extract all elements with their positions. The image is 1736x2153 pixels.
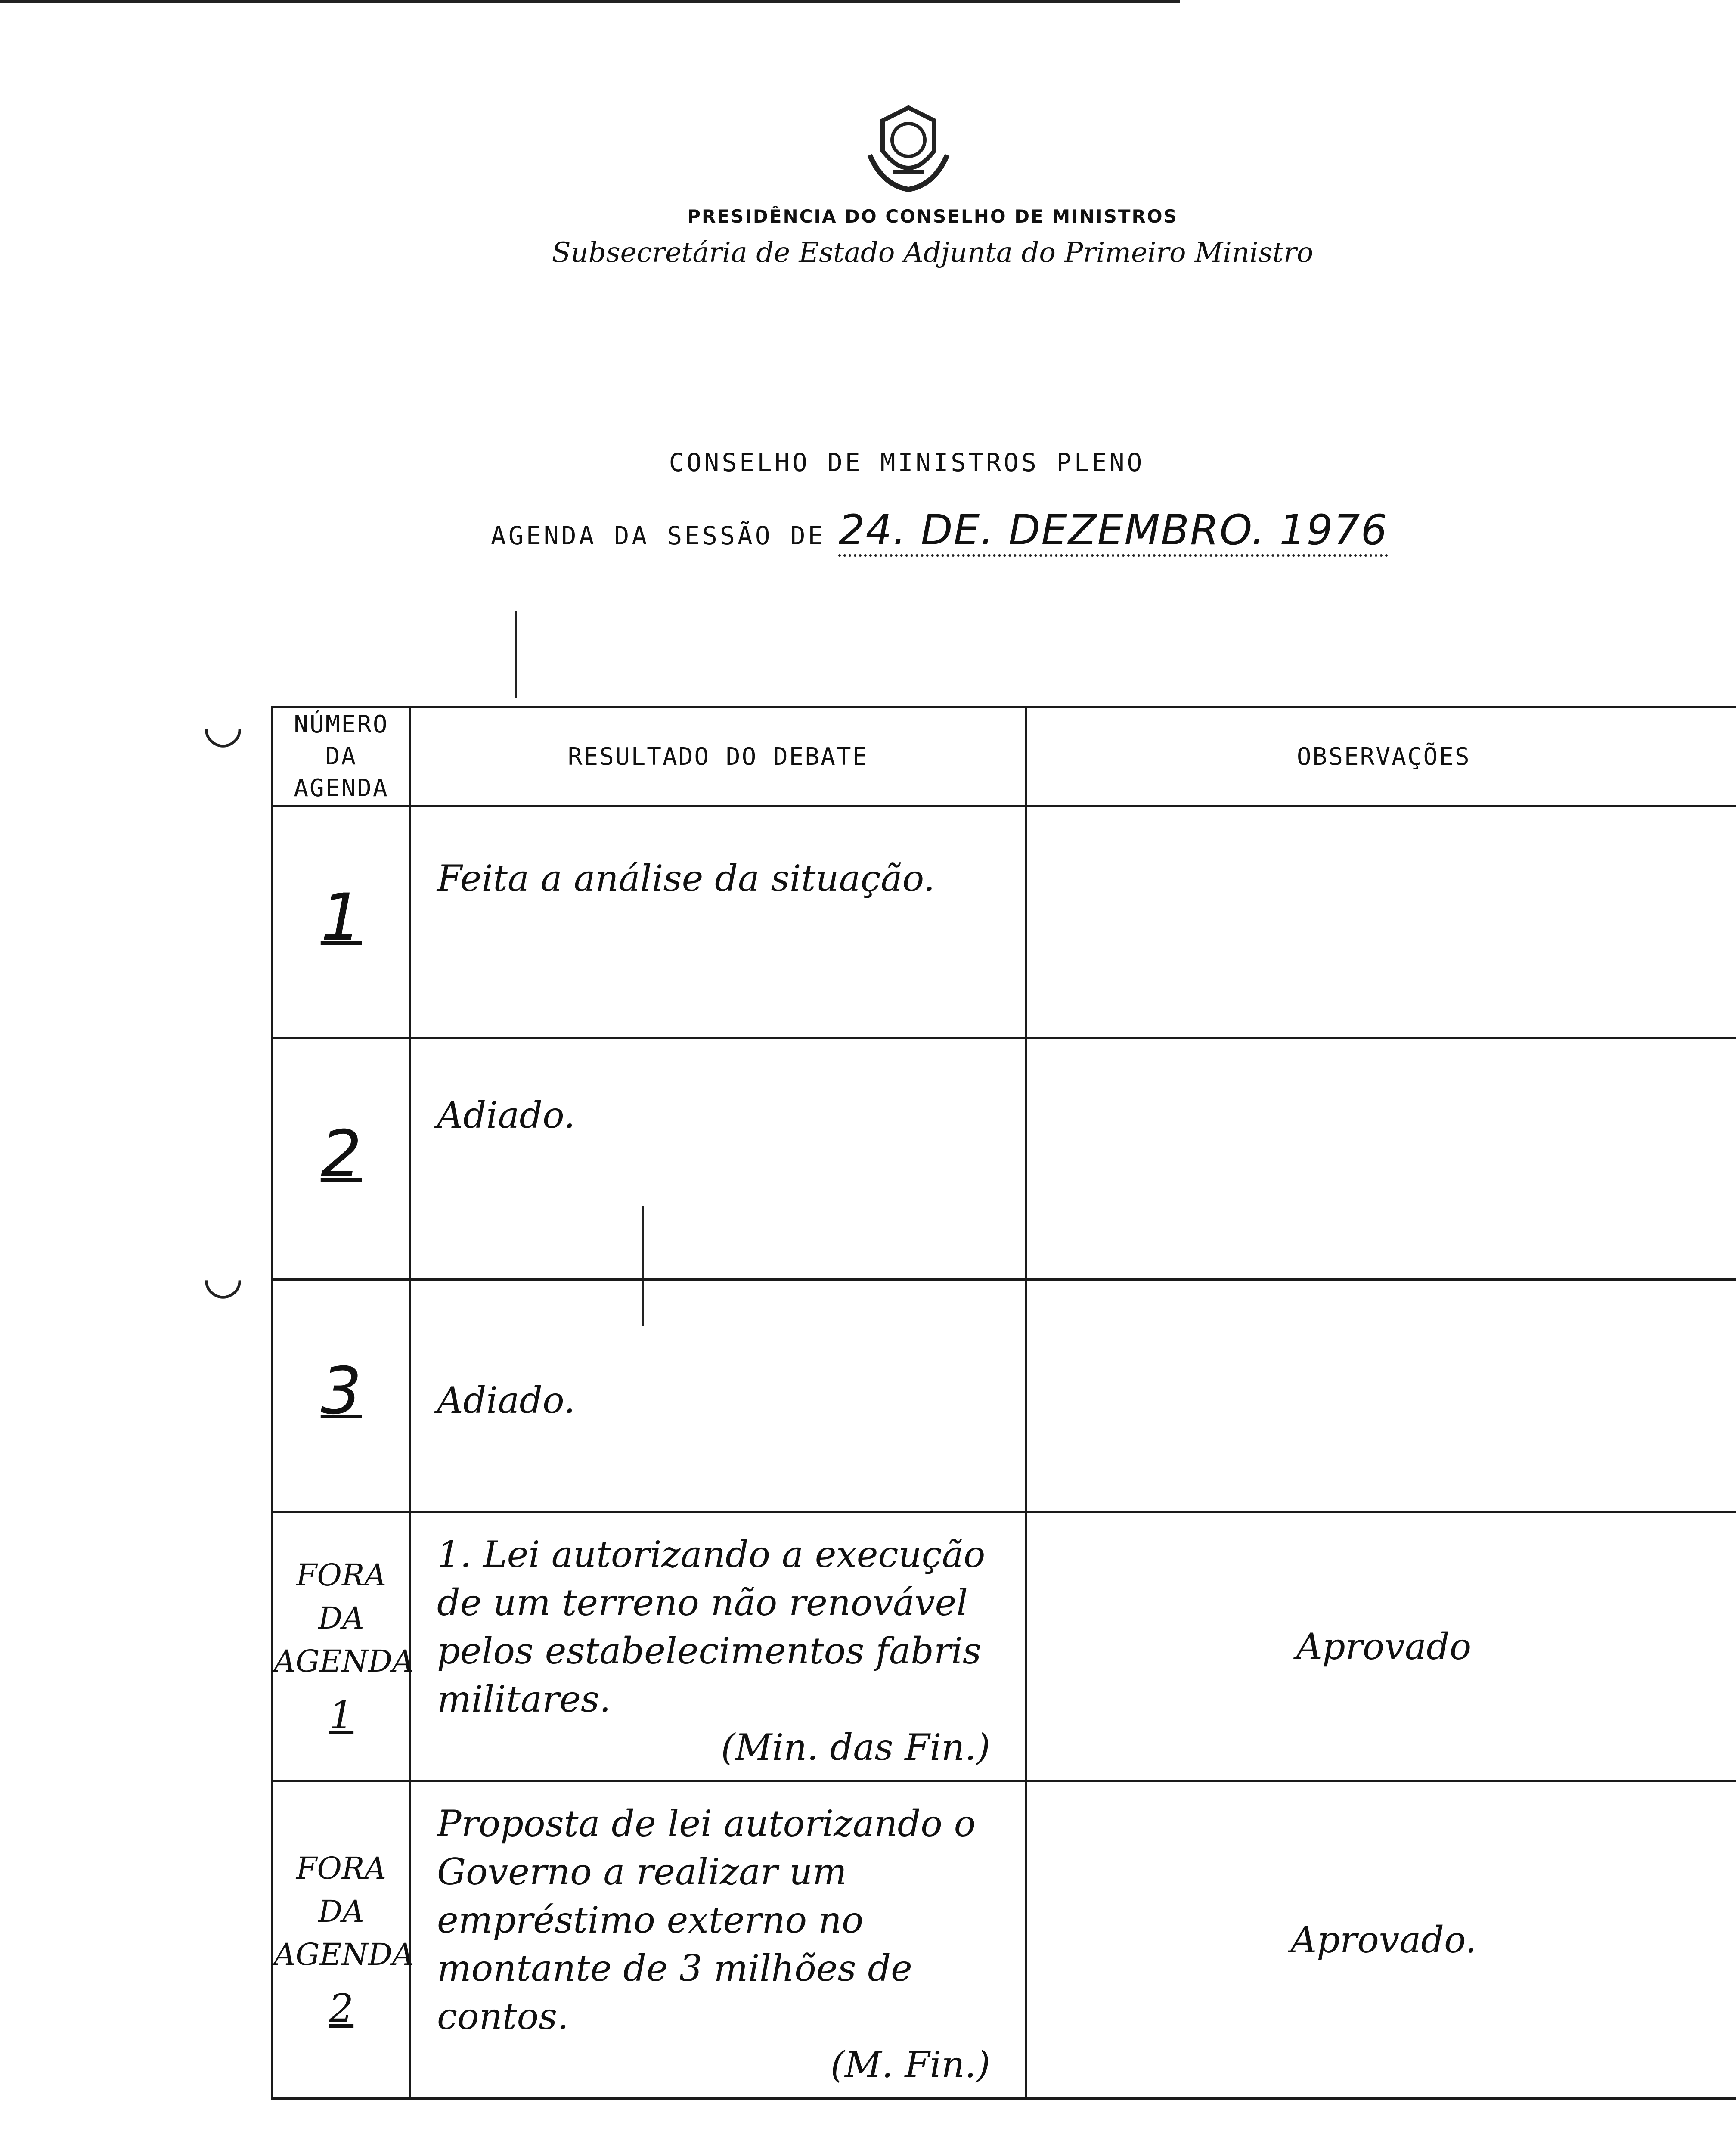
header-number [273, 707, 410, 806]
agenda-number-line: AGENDA [274, 1936, 414, 1972]
agenda-number-line: FORA [296, 1557, 387, 1593]
agenda-number-line: AGENDA [274, 1643, 414, 1679]
observation: Aprovado [1026, 1512, 1736, 1781]
agenda-number-value: 2 [329, 1985, 354, 2031]
agenda-number [273, 1781, 414, 2099]
observation: Aprovado. [1026, 1781, 1736, 2099]
debate-result [410, 1512, 1026, 1781]
agenda-number-line: DA [318, 1600, 364, 1636]
agenda-number [273, 1512, 414, 1781]
agenda-table [271, 706, 1736, 2100]
table-row [273, 1039, 1736, 1280]
institution-name: PRESIDÊNCIA DO CONSELHO DE MINISTROS [687, 206, 1178, 227]
page-top-rule [0, 0, 1180, 3]
agenda-number-value: 1 [329, 1692, 354, 1738]
table-row [273, 1512, 1736, 1781]
agenda-number-value: 2 [320, 1117, 362, 1192]
table-header-row [273, 707, 1736, 806]
debate-author: (Min. das Fin.) [721, 1726, 990, 1768]
agenda-number [273, 1039, 410, 1280]
table-row [273, 1280, 1736, 1512]
institution-subtitle: Subsecretária de Estado Adjunta do Primeiro Ministro [552, 237, 1314, 269]
header-observations: OBSERVAÇÕES [1026, 707, 1736, 806]
table-row [273, 1781, 1736, 2099]
debate-text: 1. Lei autorizando a execução de um terreno não renovável pelos estabelecimentos fabris militares. [437, 1533, 986, 1720]
margin-binding-mark: ◡ [202, 1249, 244, 1304]
observation [1026, 1039, 1736, 1280]
observation [1026, 806, 1736, 1039]
debate-result: Adiado. [410, 1039, 1026, 1280]
debate-author: (M. Fin.) [831, 2044, 990, 2086]
session-label: AGENDA DA SESSÃO DE [491, 521, 826, 550]
agenda-number [273, 806, 410, 1039]
debate-result [410, 1781, 1026, 2099]
stray-pen-stroke [515, 611, 517, 698]
table-row [273, 806, 1736, 1039]
header-result: RESULTADO DO DEBATE [410, 707, 1026, 806]
agenda-number [273, 1280, 410, 1512]
agenda-number-line: DA [318, 1893, 364, 1929]
header-number-line: AGENDA [294, 774, 389, 802]
agenda-number-value: 1 [320, 880, 362, 955]
debate-result: Feita a análise da situação. [410, 806, 1026, 1039]
debate-result: Adiado. [410, 1280, 1026, 1512]
coat-of-arms-icon [857, 103, 960, 198]
header-number-line: NÚMERO [294, 710, 389, 738]
agenda-number-line: FORA [296, 1850, 387, 1886]
margin-binding-mark: ◡ [202, 698, 244, 753]
document-title: CONSELHO DE MINISTROS PLENO [669, 448, 1145, 477]
session-line [491, 506, 1388, 554]
header-number-line: DA [325, 742, 357, 770]
debate-text: Proposta de lei autorizando o Governo a realizar um empréstimo externo no montante de 3 milhões de contos. [437, 1802, 976, 2038]
observation [1026, 1280, 1736, 1512]
session-date: 24. DE. DEZEMBRO. 1976 [838, 506, 1388, 557]
agenda-number-value: 3 [320, 1353, 362, 1429]
